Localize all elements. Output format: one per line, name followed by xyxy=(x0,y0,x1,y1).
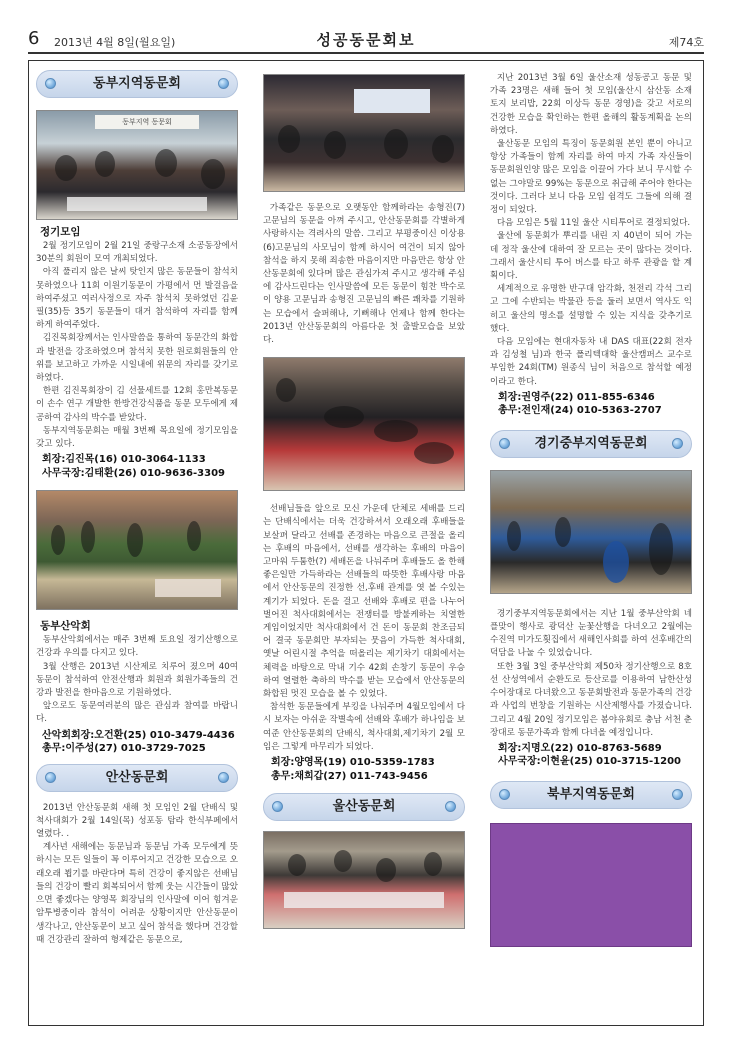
ansan-contacts xyxy=(271,756,465,783)
meeting-subtitle: 정기모임 xyxy=(40,226,81,238)
ansan-gathering-photo xyxy=(263,74,465,192)
person-shape xyxy=(334,850,352,872)
paragraph: 또한 3월 3일 중부산악회 제50차 정기산행으로 8호선 산성역에서 순환도로 등산로를 이용하여 남한산성 수어장대로 다녀왔으고 동문회발전과 동문가족의 건강과 사업의 번창을 기원하는 시산제행사를 가졌습니다. 그리고 4월 20일 정기모임은 봄야유회로 충남 서천 춘장대로 동문가족과 함께 다녀올 예정입니다. xyxy=(490,661,692,738)
contact-line: 회장:김진목(16) 010-3064-1133 xyxy=(42,454,206,466)
paragraph: 앞으로도 동문여러분의 많은 관심과 참여를 바랍니다. xyxy=(36,701,238,725)
paragraph: 다음 모임은 5월 11일 울산 시티투어로 결정되었다. xyxy=(496,218,691,229)
banner-shape xyxy=(354,89,430,113)
bullet-icon xyxy=(218,78,229,89)
altar-shape xyxy=(155,579,221,597)
section-heading: 경기중부지역동문회 xyxy=(534,435,648,451)
person-shape xyxy=(384,129,408,159)
bullet-icon xyxy=(445,801,456,812)
person-shape xyxy=(649,523,673,575)
section-banner-ulsan xyxy=(263,793,465,821)
bullet-icon xyxy=(45,78,56,89)
section-banner-gyeonggi xyxy=(490,430,692,458)
person-shape xyxy=(324,131,346,159)
person-shape xyxy=(507,521,521,551)
paragraph: 2월 정기모임이 2월 21일 중랑구소재 소공동장에서 30분의 회원이 모여 개최되었다. xyxy=(36,241,238,265)
gyeonggi-hiking-photo xyxy=(490,470,692,594)
person-shape xyxy=(155,149,177,177)
column-3 xyxy=(490,70,692,947)
paragraph: 울산동문 모임의 특징이 동문회원 본인 뿐이 아니고 항상 가족들이 함께 자리를 하여 마지 가족 자신들이 동문회원인양 많은 모임을 이끌어 가다 보니 무시할 수 없는 그야말로 99%는 동문으로 취급해 주어야 한다는 것이다. 그러다 보니 다음 모임 쉼격도 그들에 의해 결정이 되었다. xyxy=(490,139,692,216)
page-number: 6 xyxy=(28,28,40,49)
person-shape xyxy=(432,135,454,163)
contact-line: 산악회회장:오건환(25) 010-3479-4436 xyxy=(42,729,235,741)
bullet-icon xyxy=(672,438,683,449)
person-shape xyxy=(603,541,629,583)
ulsan-text xyxy=(490,72,692,389)
contact-line: 총무:채희갑(27) 011-743-9456 xyxy=(271,770,428,782)
person-shape xyxy=(187,521,201,551)
bukbu-placeholder-box xyxy=(490,823,692,947)
ansan-text-col2b xyxy=(263,503,465,754)
person-shape xyxy=(81,521,95,553)
section-heading: 안산동문회 xyxy=(105,769,169,785)
page-header xyxy=(28,26,704,54)
paragraph: 가족같은 동문으로 오랫동안 함께하라는 송형진(7) 고문님의 동문을 아껴 주시고, 안산동문회를 각별하게 사랑하시는 격려사의 말씀. 그리고 부평중이신 이상용(6)고문님의 사모님이 함께 하시어 여건이 되지 않아 참석을 하지 못해 죄송한 마음이지만 마음만은 항상 안산동문회에 있다며 많은 관심가져 주시고 생각해 주심에 감사드린다는 인사말씀에 모든 동문이 힘찬 박수로 이 양용 고문님과 송형진 고문님의 빠른 쾌차를 기원하는 모습에서 슬퍼해나, 기뻐해나 언제나 함께 한다는 2013년 안산동문회의 아름다운 첫 출발모습을 보았다. xyxy=(263,203,465,346)
hike-subtitle: 동부산악회 xyxy=(40,620,91,633)
bullet-icon xyxy=(218,772,229,783)
contact-line: 사무국장:김태환(26) 010-9636-3309 xyxy=(42,467,225,479)
bullet-icon xyxy=(45,772,56,783)
dongbu-contacts xyxy=(42,453,238,480)
section-heading: 동부지역동문회 xyxy=(93,76,181,91)
paragraph: 경기중부지역동문회에서는 지난 1월 중부산악회 네플맞이 행사로 광덕산 눈꽃산행을 다녀오고 2월에는 수진역 미가도횟집에서 새해인사회를 하여 선후배간의 덕담을 나눌 수 있었습니다. xyxy=(490,608,692,659)
gyeonggi-text xyxy=(490,608,692,740)
person-shape xyxy=(324,406,364,428)
newsletter-title: 성공동문회보 xyxy=(316,31,416,49)
paragraph: 세계적으로 유명한 반구대 암각화, 천전리 각석 그리고 그에 수반되는 박물관 등을 둘러 보면서 역사도 익히고 울산의 명소를 설명할 수 있는 지식을 갖추기로 했다. xyxy=(490,284,692,334)
person-shape xyxy=(414,442,454,464)
person-shape xyxy=(55,155,77,181)
section-banner-ansan xyxy=(36,764,238,792)
paragraph: 지난 2013년 3월 6일 울산소재 성동공고 동문 및 가족 23명은 새해 들어 첫 모임(울산시 삼산동 소재 토지 보리밥, 22회 이상득 동문 경영)을 갖고 서로의 건강한 모습을 확인하는 한편 올해의 활동계획을 논의하였다. xyxy=(490,73,692,136)
column-2 xyxy=(263,70,465,929)
table-shape xyxy=(67,197,207,211)
paragraph: 김진목회장께서는 인사말씀을 통하여 동문간의 화합과 발전을 강조하였으며 참석치 못한 원로회원들의 안위를 보고하고 가까운 시일내에 위문의 자리를 갖기로 하였다. xyxy=(36,333,238,384)
paragraph: 동부지역동문회는 매월 3번째 목요일에 정기모임을 갖고 있다. xyxy=(36,425,238,450)
contact-line: 회장:양영목(19) 010-5359-1783 xyxy=(271,757,435,769)
paragraph: 2013년 안산동문회 새해 첫 모임인 2월 단배식 및 척사대회가 2월 14일(목) 성포동 탐라 한식부페에서 열렸다. . xyxy=(36,802,238,840)
dongbu-hike-text xyxy=(36,634,238,726)
paragraph: 참석한 동문들에게 부킹을 나눠주며 4월모임에서 다시 보자는 아쉬운 작별속에 선배와 후배가 하나임을 보여준 안산동문회의 단배식, 척사대회,제기차기 2월 모임은 그렇게 마무리가 되었다. xyxy=(263,702,465,752)
hike-contacts xyxy=(42,729,238,756)
ulsan-meeting-photo xyxy=(263,831,465,929)
person-shape xyxy=(376,858,396,882)
section-banner-dongbu xyxy=(36,70,238,98)
bullet-icon xyxy=(499,438,510,449)
person-shape xyxy=(278,125,300,153)
dongbu-meeting-text xyxy=(36,240,238,451)
paragraph: 아직 풀리지 않은 날씨 탓인지 많은 동문들이 참석치 못하였으나 11회 이원기동문이 가평에서 먼 발걸음을 하여주셨고 여러사정으로 자주 참석치 못하였던 김윤필(35)등 35기 동문들이 대거 참석하여 자리를 함께하게 하여주었다. xyxy=(36,267,238,331)
person-shape xyxy=(201,159,225,189)
paragraph: 한편 김진목회장이 김 선물세트를 12회 홍만복동문이 손수 연구 개발한 한방건강식품을 동문 모두에게 제공하여 감사의 박수를 받았다. xyxy=(36,386,238,423)
contact-line: 사무국장:이현윤(25) 010-3715-1200 xyxy=(498,756,681,768)
ulsan-contacts xyxy=(498,391,692,418)
person-shape xyxy=(424,852,442,876)
bullet-icon xyxy=(672,789,683,800)
person-shape xyxy=(127,523,143,557)
ansan-bow-photo xyxy=(263,357,465,491)
contact-line: 총무:이주성(27) 010-3729-7025 xyxy=(42,743,206,755)
contact-line: 총무:전인재(24) 010-5363-2707 xyxy=(498,405,662,417)
column-1 xyxy=(36,70,238,947)
contact-line: 회장:권영주(22) 011-855-6346 xyxy=(498,391,655,403)
section-banner-bukbu xyxy=(490,781,692,809)
dongbu-hiking-photo xyxy=(36,490,238,610)
table-shape xyxy=(284,892,444,908)
ansan-text-col1 xyxy=(36,802,238,947)
bullet-icon xyxy=(499,789,510,800)
contact-line: 회장:지명오(22) 010-8763-5689 xyxy=(498,742,662,754)
person-shape xyxy=(95,151,115,177)
paragraph: 울산에 동문회가 뿌리를 내린 지 40년이 되어 가는데 정작 울산에 대하여 잘 모르는 곳이 많다는 것이다. 그래서 울산시티 투어 버스를 타고 하루 관광을 할 계획이다. xyxy=(490,231,692,282)
header-divider xyxy=(28,52,704,54)
person-shape xyxy=(51,525,65,555)
ansan-text-col2a xyxy=(263,202,465,347)
section-heading: 북부지역동문회 xyxy=(547,786,635,802)
person-shape xyxy=(276,378,296,402)
issue-date: 2013년 4월 8일(월요일) xyxy=(54,36,176,49)
issue-number: 제74호 xyxy=(668,36,704,49)
paragraph: 동부산악회에서는 매주 3번째 토요일 정기산행으로 건강과 우의를 다지고 있다. xyxy=(36,635,238,659)
person-shape xyxy=(555,517,571,547)
paragraph: 다음 모임에는 현대자동차 내 DAS 대표(22회 전자과 김성철 님)과 한국 폴리텍대학 울산캠퍼스 교수로 부임한 24회(TM) 원종식 님이 처음으로 참석할 예정이라고 한다. xyxy=(490,337,692,387)
bullet-icon xyxy=(272,801,283,812)
person-shape xyxy=(288,854,306,876)
paragraph: 계사년 새해에는 동문님과 동문님 가족 모두에게 뜻하시는 모든 일들이 꼭 이루어지고 건강한 모습으로 오래오래 뵙기를 바란다며 특히 건강이 좋지않은 선배님들의 건강이 빨리 회복되어서 함께 웃는 시간들이 많았으면 좋겠다는 양영목 회장님의 인사말에 이어 힘겨운 암투병중이라 참석이 어려운 상황이지만 안산동문이 생각나고, 안산동문이 보고 싶어 참석을 했다며 건강할 때 건강관리 잘하여 형제같은 동문으로, xyxy=(36,842,238,945)
photo-banner-text: 동부지역 동문회 xyxy=(95,115,199,129)
section-heading: 울산동문회 xyxy=(332,799,396,815)
paragraph: 3월 산행은 2013년 시산제로 치루어 졌으며 40여 동문이 참석하여 안전산행과 회원과 회원가족들의 건강과 발전을 한마음으로 기원하였다. xyxy=(36,661,238,699)
gyeonggi-contacts xyxy=(498,742,692,769)
dongbu-meeting-photo xyxy=(36,110,238,220)
paragraph: 선배님들을 앞으로 모신 가운데 단체로 세배를 드리는 단배식에서는 더욱 건강하셔서 오래오래 후배들을 보살펴 달라고 선배를 존경하는 마음으로 큰절을 올리는 후배의 마음에서, 선배를 생각하는 후배의 마음이 고마워 두툼한(?) 세배돈을 나눠주며 후배들도 올 한해 좋은일만 가득하라는 선배들의 따뜻한 후배사랑 마음에서 안산동문의 진정한 선,후배 관계를 엿 볼 수있는 계기가 되었다. 돈을 걸고 선배와 후배로 편을 나누어 벌어진 척사대회에서는 전쟁터를 방불케하는 치열한 게임이었지만 척사대회에서 건 돈이 동문회 찬조금되어 결국 동문회만 부자되는 뭇음이 가득한 척사대회, 옛날 어린시절 추억을 떠올리는 제기차기 대회에서는 체력을 바탕으로 막내 기수 42회 손창기 동문이 우승하여 열렬한 축하의 박수를 받는 모습에서 안산동문의 화합된 멋진 모습을 볼 수 있었다. xyxy=(263,504,465,700)
person-shape xyxy=(374,420,418,442)
